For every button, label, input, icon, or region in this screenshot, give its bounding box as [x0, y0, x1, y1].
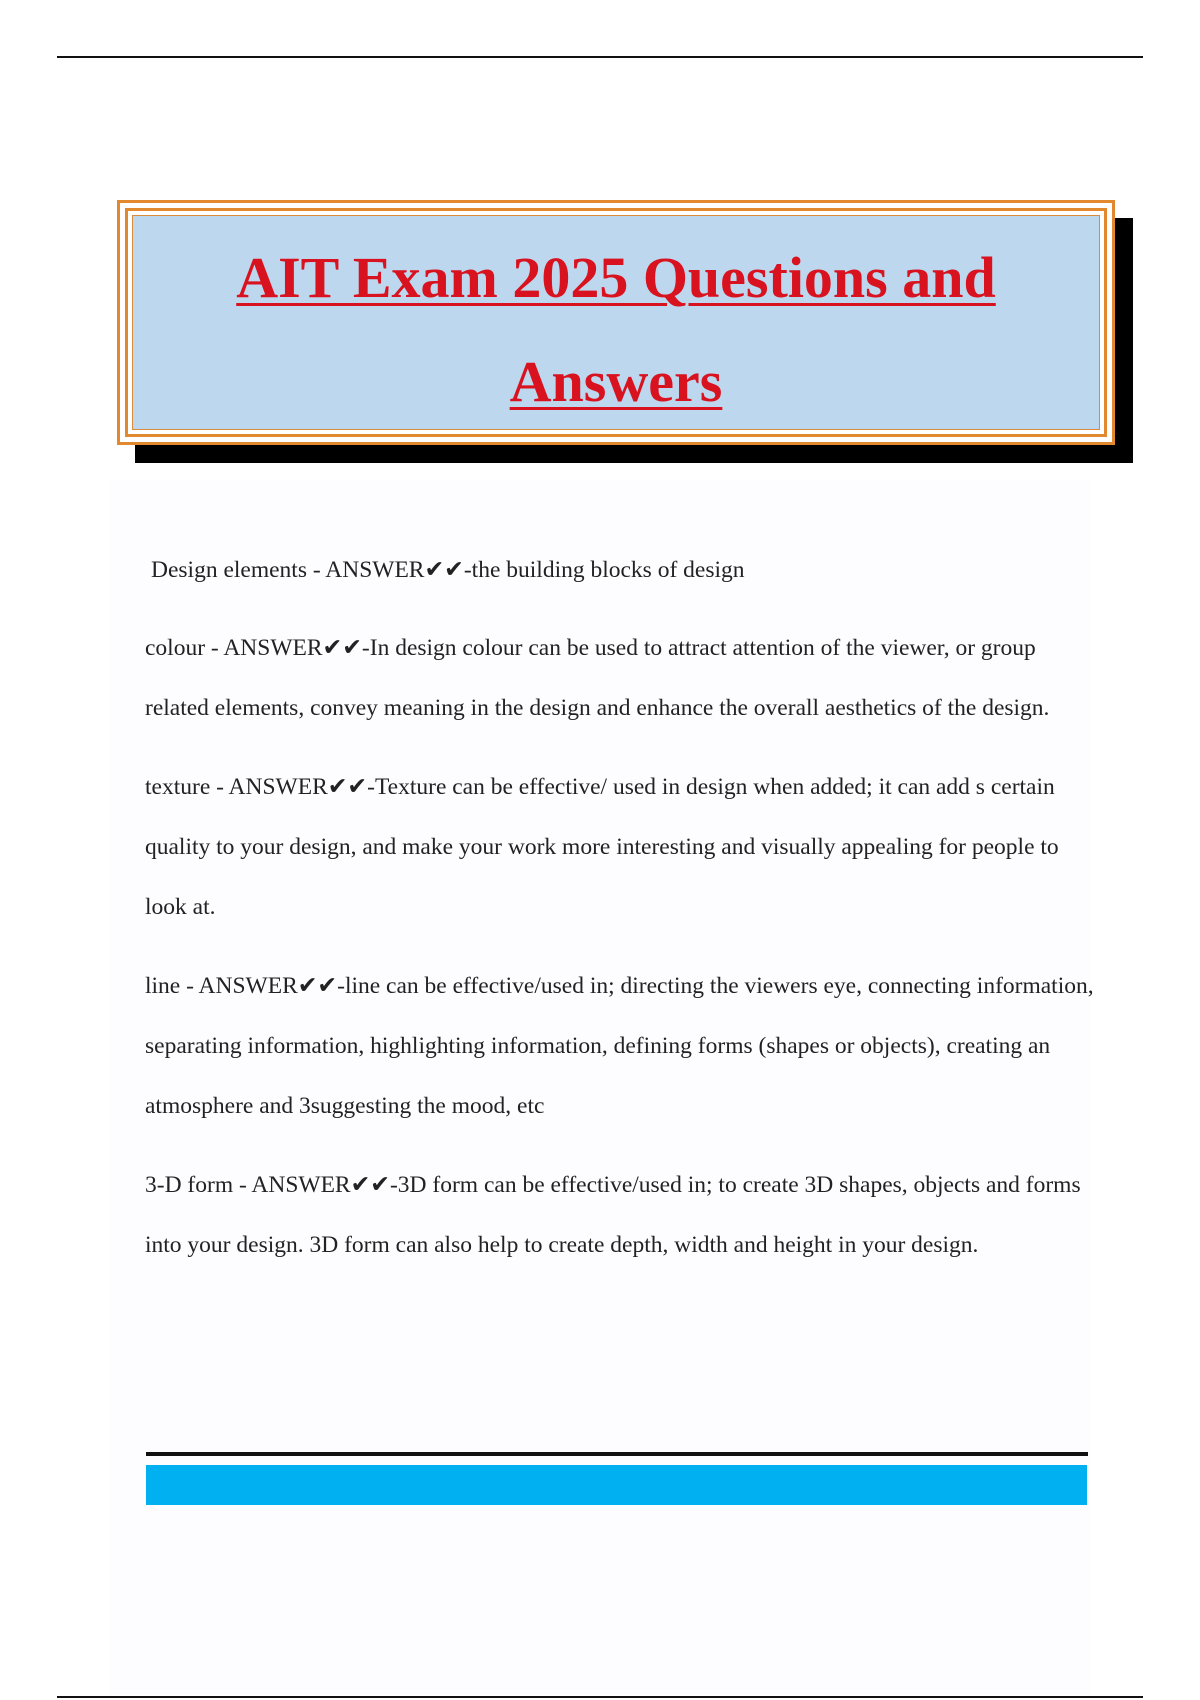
qa-entry-texture: texture - ANSWER✔✔-Texture can be effective/ used in design when added; it can add s certain quality to your design, and make your work more interesting and visually appealing for people to look at. [145, 774, 1059, 920]
footer-rule [146, 1452, 1088, 1456]
title-line-2: Answers [509, 349, 723, 414]
qa-entry-3d-form: 3-D form - ANSWER✔✔-3D form can be effective/used in; to create 3D shapes, objects and forms into your design. 3D form can also help to create depth, width and height in your design. [145, 1172, 1081, 1258]
qa-entry-colour: colour - ANSWER✔✔-In design colour can be used to attract attention of the viewer, or group related elements, convey meaning in the design and enhance the overall aesthetics of the design. [145, 635, 1050, 721]
document-title [133, 216, 1099, 434]
title-line-1: AIT Exam 2025 Questions and [236, 245, 996, 310]
footer-bar [146, 1465, 1087, 1505]
header-rule [57, 56, 1143, 58]
qa-list [145, 540, 1095, 1294]
qa-entry-design-elements: Design elements - ANSWER✔✔-the building blocks of design [151, 557, 745, 583]
title-banner [117, 200, 1115, 445]
bottom-rule [57, 1696, 1143, 1698]
qa-entry-line: line - ANSWER✔✔-line can be effective/used in; directing the viewers eye, connecting information, separating information, highlighting information, defining forms (shapes or objects), creating an atmosphere and 3suggesting the mood, etc [145, 973, 1094, 1119]
